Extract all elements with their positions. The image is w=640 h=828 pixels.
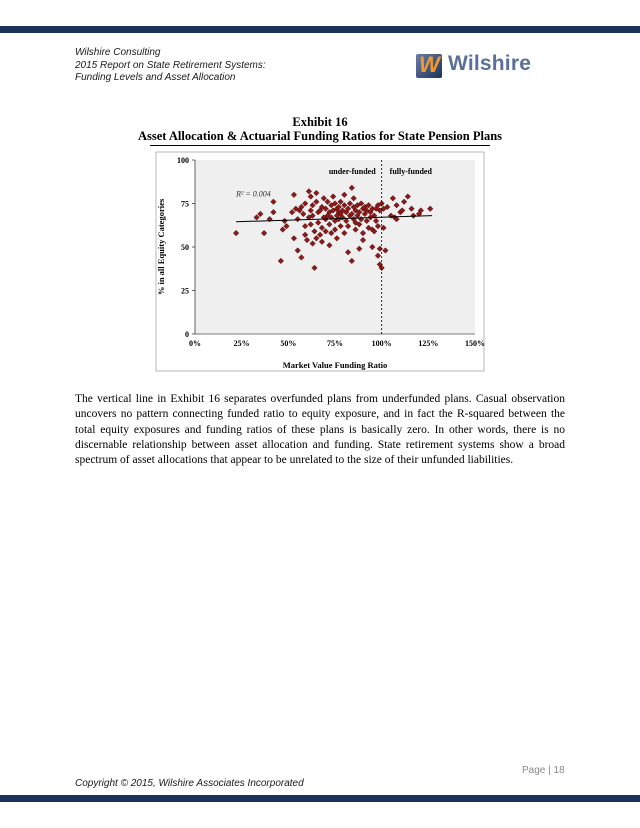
y-axis-label: % in all Equity Categories <box>156 198 166 296</box>
x-tick-label: 75% <box>327 339 343 348</box>
report-header <box>75 47 266 85</box>
x-tick-label: 100% <box>371 339 392 348</box>
body-paragraph: The vertical line in Exhibit 16 separates overfunded plans from underfunded plans. Casual observation uncovers no pattern connecting funded ratio to equity exposure, and in fact the R-squared between the total equity exposures and funding ratios of these plans is basically zero. In other words, there is no discernable relationship between asset allocation and funding. State retirement systems show a broad spectrum of asset allocations that appear to be unrelated to the size of their unfunded liabilities. <box>75 393 565 467</box>
header-line-company: Wilshire Consulting <box>75 47 161 58</box>
x-tick-label: 25% <box>233 339 250 348</box>
r-squared-label: R² = 0.004 <box>236 189 271 199</box>
x-tick-label: 150% <box>465 339 485 348</box>
x-tick-label: 50% <box>280 339 297 348</box>
x-axis-label: Market Value Funding Ratio <box>282 360 388 370</box>
logo-mark-icon: W <box>416 54 442 78</box>
logo-wordmark: Wilshire <box>448 52 532 75</box>
scatter-chart <box>150 146 490 376</box>
fully-funded-label: fully-funded <box>389 166 432 176</box>
top-rule-bar <box>0 26 640 33</box>
wilshire-logo <box>416 52 536 82</box>
chart-frame <box>150 145 490 376</box>
exhibit-number: Exhibit 16 <box>292 115 348 129</box>
bottom-rule-bar <box>0 795 640 802</box>
page-number: Page | 18 <box>522 765 565 776</box>
y-tick-label: 75 <box>181 199 189 209</box>
header-line-report: 2015 Report on State Retirement Systems: <box>75 59 266 71</box>
y-tick-label: 100 <box>177 156 189 165</box>
copyright-notice: Copyright © 2015, Wilshire Associates Incorporated <box>75 778 304 789</box>
under-funded-label: under-funded <box>328 166 376 176</box>
y-tick-label: 50 <box>181 243 189 252</box>
exhibit-title: Asset Allocation & Actuarial Funding Ratios for State Pension Plans <box>137 129 503 143</box>
plot-area <box>195 160 475 334</box>
x-tick-label: 0% <box>189 339 201 348</box>
y-tick-label: 25 <box>181 286 189 296</box>
header-line-subtitle: Funding Levels and Asset Allocation <box>75 72 236 84</box>
y-tick-label: 0 <box>185 330 189 339</box>
x-tick-label: 125% <box>418 339 439 348</box>
